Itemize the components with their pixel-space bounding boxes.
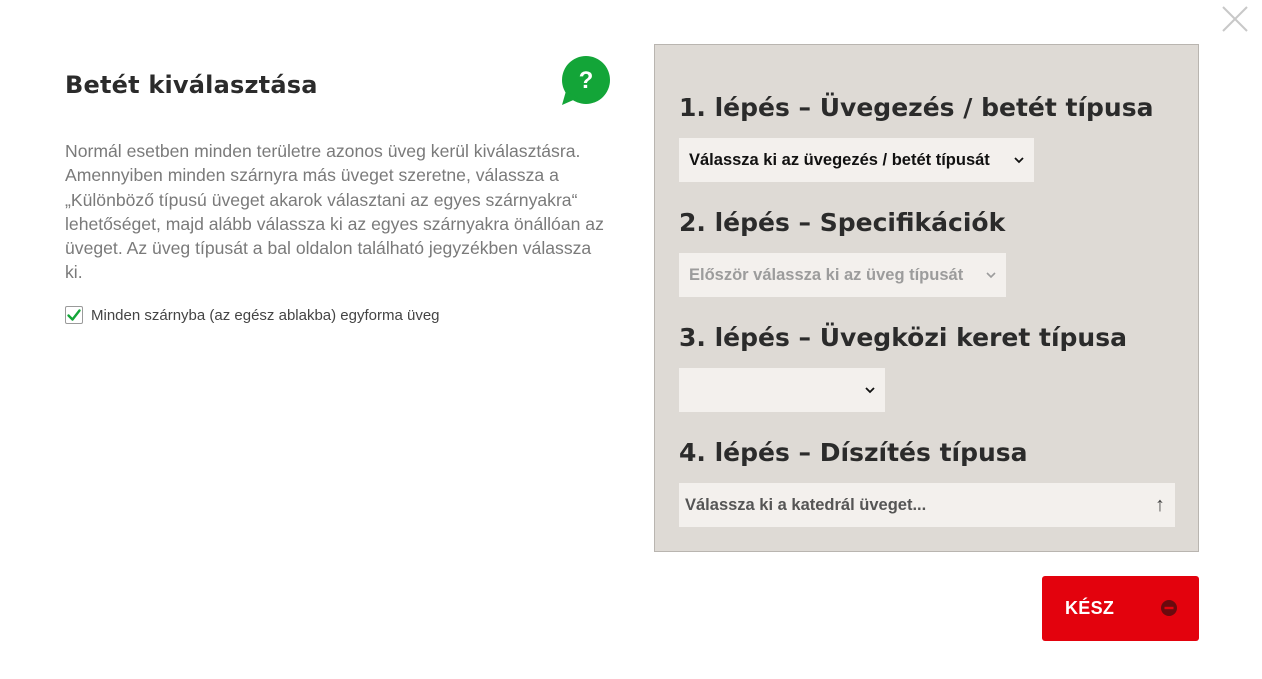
help-bubble-icon [560,55,612,109]
close-button[interactable] [1221,5,1249,33]
description-text: Normál esetben minden területre azonos üveg kerül kiválasztásra. Amennyiben minden szárnyra más üveget szeretne, válassza a „Különböző típusú üveget akarok választani az egyes szárnyakra“ lehetőséget, majd alább válassza ki az egyes szárnyakra önállóan az üveget. Az üveg típusát a bal oldalon található jegyzékben válassza ki. [65,141,604,283]
page-title: Betét kiválasztása [65,71,318,99]
same-glass-checkbox-row[interactable] [65,306,440,324]
chevron-down-icon [986,271,996,279]
decoration-type-input-value: Válassza ki a katedrál üveget... [685,495,927,514]
glazing-type-select[interactable] [679,138,1034,182]
arrow-up-icon: ↑ [1155,493,1165,516]
decoration-type-input[interactable] [679,483,1175,527]
done-button[interactable] [1042,576,1199,641]
help-symbol: ? [578,67,594,94]
step3-heading: 3. lépés – Üvegközi keret típusa [679,323,1127,352]
minus-circle-icon [1160,599,1178,617]
done-button-label: KÉSZ [1065,598,1115,618]
glazing-type-select-value: Válassza ki az üvegezés / betét típusát [689,150,990,169]
spacer-frame-select[interactable] [679,368,885,412]
help-button[interactable] [560,55,612,109]
steps-panel [654,44,1199,552]
checkmark-icon [66,307,82,323]
specification-select[interactable] [679,253,1006,297]
same-glass-checkbox-label: Minden szárnyba (az egész ablakba) egyforma üveg [91,306,440,324]
step2-heading: 2. lépés – Specifikációk [679,208,1006,237]
close-icon [1221,5,1249,33]
step1-heading: 1. lépés – Üvegezés / betét típusa [679,93,1154,122]
chevron-down-icon [1014,156,1024,164]
same-glass-checkbox[interactable] [65,306,83,324]
step4-heading: 4. lépés – Díszítés típusa [679,438,1028,467]
chevron-down-icon [865,386,875,394]
specification-select-value: Először válassza ki az üveg típusát [689,265,964,284]
